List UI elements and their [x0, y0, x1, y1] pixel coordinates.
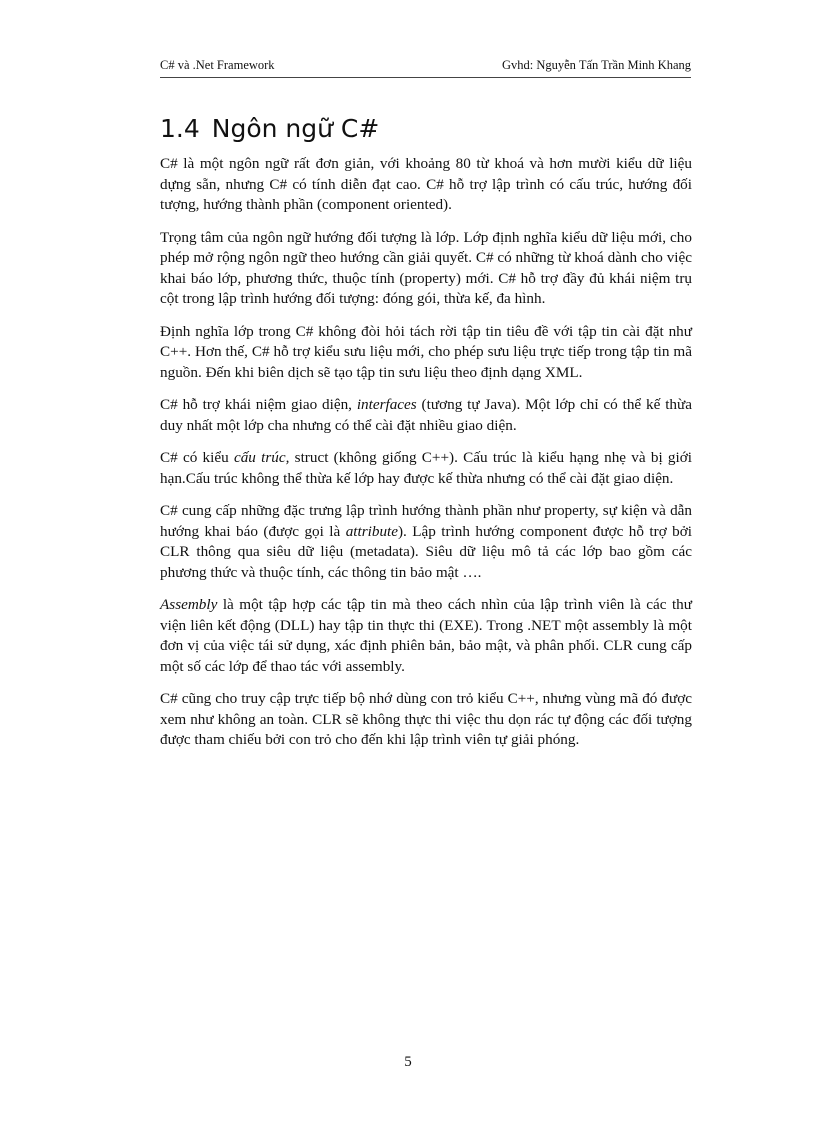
paragraph-8: C# cũng cho truy cập trực tiếp bộ nhớ dùng con trỏ kiểu C++, nhưng vùng mã đó được xem như không an toàn. CLR sẽ không thực thi việc thu dọn rác tự động các đối tượng được tham chiếu bởi con trỏ cho đến khi lập trình viên tự giải phóng. — [160, 690, 692, 748]
header-left-title: C# và .Net Framework — [160, 58, 275, 72]
page-number: 5 — [404, 1054, 412, 1070]
section-heading — [160, 113, 379, 145]
paragraph-6-emphasis: attribute — [345, 522, 398, 540]
paragraph-6-text-a: C# cung cấp những đặc trưng lập trình hướng thành phần như property, sự kiện và dẫn hướng khai báo (được gọi là — [160, 502, 692, 540]
paragraph-6-text-b: ). Lập trình hướng component được hỗ trợ bởi CLR thông qua siêu dữ liệu (metadata). Siêu dữ liệu mô tả các lớp bao gồm các phương thức và thuộc tính, các thông tin bảo mật …. — [160, 522, 692, 581]
paragraph-6 — [160, 501, 692, 583]
section-title: Ngôn ngữ C# — [211, 114, 380, 143]
paragraph-5-text-b: struct (không giống C++). Cấu trúc là kiểu hạng nhẹ và bị giới hạn.Cấu trúc không thể thừa kế lớp hay được kế thừa nhưng có thể cài đặt giao diện. — [160, 449, 692, 487]
paragraph-1: C# là một ngôn ngữ rất đơn giản, với khoảng 80 từ khoá và hơn mười kiểu dữ liệu dựng sẵn, nhưng C# có tính diễn đạt cao. C# hỗ trợ lập trình có cấu trúc, hướng đối tượng, hướng thành phần (component oriented). — [160, 155, 692, 213]
paragraph-3: Định nghĩa lớp trong C# không đòi hỏi tách rời tập tin tiêu đề với tập tin cài đặt như C++. Hơn thế, C# hỗ trợ kiểu sưu liệu mới, cho phép sưu liệu trực tiếp trong tập tin mã nguồn. Đến khi biên dịch sẽ tạo tập tin sưu liệu theo định dạng XML. — [160, 322, 692, 381]
paragraph-2: Trọng tâm của ngôn ngữ hướng đối tượng là lớp. Lớp định nghĩa kiểu dữ liệu mới, cho phép mở rộng ngôn ngữ theo hướng cần giải quyết. C# có những từ khoá dành cho việc khai báo lớp, phương thức, thuộc tính (property) mới. C# hỗ trợ đầy đủ khái niệm trụ cột trong lập trình hướng đối tượng: đóng gói, thừa kế, đa hình. — [160, 228, 692, 307]
section-number: 1.4 — [160, 114, 200, 143]
header-right-author: Gvhd: Nguyễn Tấn Trần Minh Khang — [501, 58, 691, 72]
body-content — [160, 154, 692, 763]
paragraph-7-text-b: là một tập hợp các tập tin mà theo cách nhìn của lập trình viên là các thư viện liên kết động (DLL) hay tập tin thực thi (EXE). Trong .NET một assembly là một đơn vị của việc tái sử dụng, xác định phiên bản, bảo mật, và phân phối. CLR cung cấp một số các lớp để thao tác với assembly. — [160, 596, 692, 675]
paragraph-4 — [160, 395, 692, 436]
page-header — [160, 55, 691, 78]
paragraph-7-emphasis: Assembly — [160, 596, 218, 613]
paragraph-4-text-a: C# hỗ trợ khái niệm giao diện, — [160, 396, 357, 413]
paragraph-4-emphasis: interfaces — [356, 396, 417, 413]
paragraph-5-emphasis: cấu trúc, — [233, 449, 290, 466]
paragraph-5-text-a: C# có kiểu — [160, 449, 234, 466]
paragraph-7 — [160, 595, 692, 677]
paragraph-5 — [160, 448, 692, 489]
paragraph-4-text-b: (tương tự Java). Một lớp chỉ có thể kế thừa duy nhất một lớp cha nhưng có thể cài đặt nhiều giao diện. — [160, 396, 692, 434]
